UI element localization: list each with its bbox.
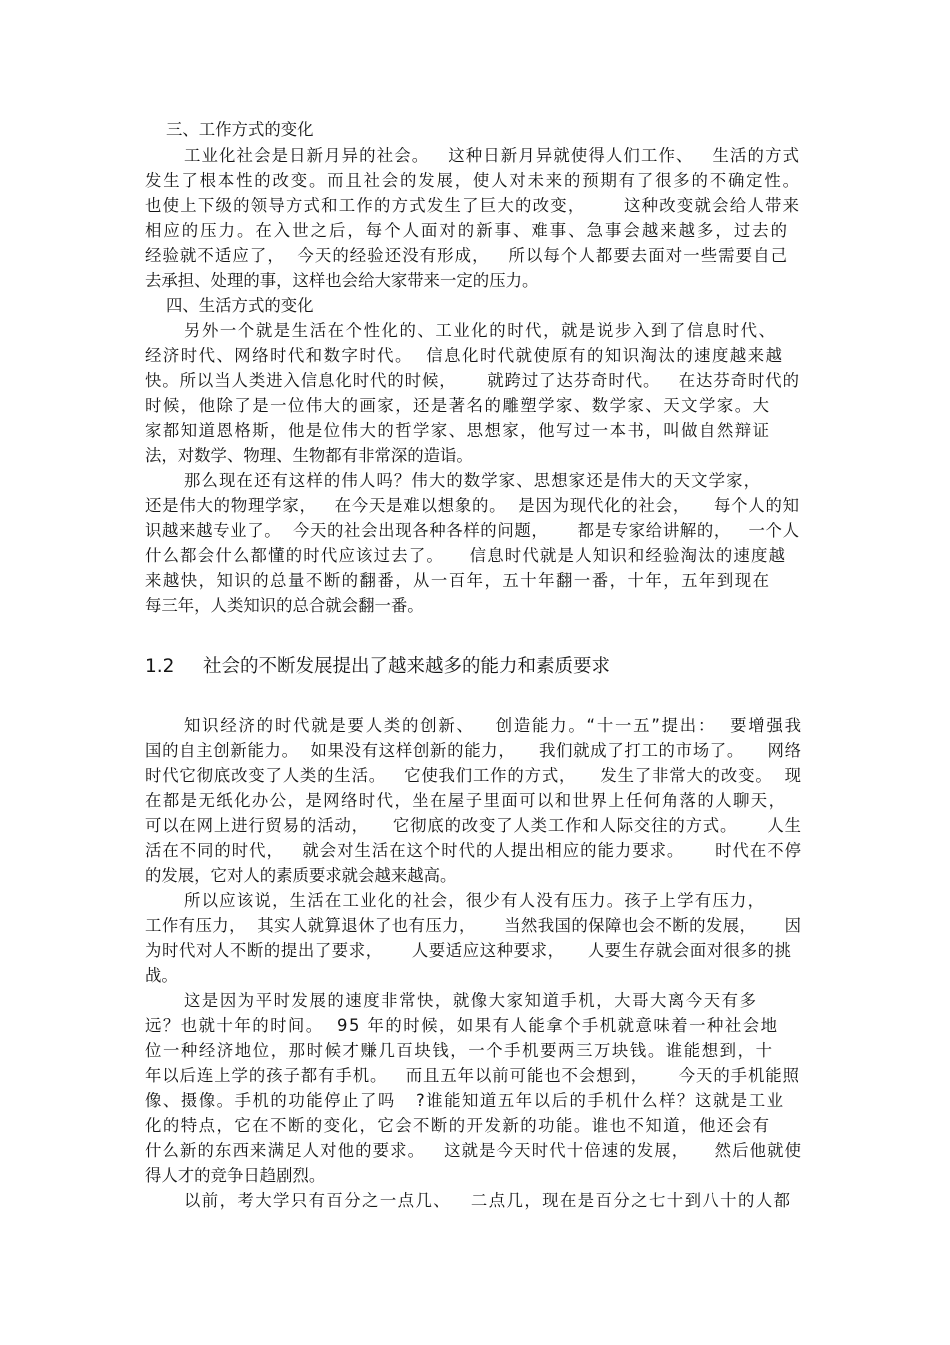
paragraph-line: 得人才的竞争日趋剧烈。: [145, 1166, 326, 1185]
paragraph-line: 什么新的东西来满足人对他的要求。 这就是今天时代十倍速的发展， 然后他就使: [145, 1141, 803, 1160]
paragraph-line: 那么现在还有这样的伟人吗？伟大的数学家、思想家还是伟大的天文学家，: [184, 471, 762, 490]
paragraph-line: 发生了根本性的改变。而且社会的发展，使人对未来的预期有了很多的不确定性。: [145, 171, 801, 190]
section-heading-work-style: 三、工作方式的变化: [166, 120, 314, 139]
paragraph-line: 可以在网上进行贸易的活动， 它彻底的改变了人类工作和人际交往的方式。 人生: [145, 816, 802, 835]
paragraph-line: 战。: [145, 966, 178, 985]
paragraph-line: 还是伟大的物理学家， 在今天是难以想象的。 是因为现代化的社会， 每个人的知: [145, 496, 800, 515]
section-heading-life-style: 四、生活方式的变化: [166, 296, 314, 315]
paragraph-line: 工业化社会是日新月异的社会。 这种日新月异就使得人们工作、 生活的方式: [184, 146, 801, 165]
paragraph-line: 另外一个就是生活在个性化的、工业化的时代，就是说步入到了信息时代、: [184, 321, 777, 340]
paragraph-line: 每三年，人类知识的总合就会翻一番。: [145, 596, 424, 615]
paragraph-line: 去承担、处理的事，这样也会给大家带来一定的压力。: [145, 271, 539, 290]
paragraph-line: 在都是无纸化办公，是网络时代，坐在屋子里面可以和世界上任何角落的人聊天，: [145, 791, 787, 810]
paragraph-line: 国的自主创新能力。 如果没有这样创新的能力， 我们就成了打工的市场了。 网络: [145, 741, 802, 760]
paragraph-line: 法，对数学、物理、生物都有非常深的造诣。: [145, 446, 473, 465]
paragraph-line: 像、摄像。手机的功能停止了吗 ?谁能知道五年以后的手机什么样？这就是工业: [145, 1091, 785, 1110]
paragraph-line: 快。所以当人类进入信息化时代的时候， 就跨过了达芬奇时代。 在达芬奇时代的: [145, 371, 800, 390]
paragraph-line: 活在不同的时代， 就会对生活在这个时代的人提出相应的能力要求。 时代在不停: [145, 841, 802, 860]
paragraph-line: 知识经济的时代就是要人类的创新、 创造能力。“十一五”提出： 要增强我: [184, 716, 803, 735]
paragraph-line: 时候，他除了是一位伟大的画家，还是著名的雕塑学家、数学家、天文学家。大: [145, 396, 771, 415]
paragraph-line: 经济时代、网络时代和数字时代。 信息化时代就使原有的知识淘汰的速度越来越: [145, 346, 784, 365]
paragraph-line: 识越来越专业了。 今天的社会出现各种各样的问题， 都是专家给讲解的， 一个人: [145, 521, 800, 540]
paragraph-line: 这是因为平时发展的速度非常快，就像大家知道手机，大哥大离今天有多: [184, 991, 758, 1010]
paragraph-line: 位一种经济地位，那时候才赚几百块钱，一个手机要两三万块钱。谁能想到，十: [145, 1041, 774, 1060]
paragraph-line: 年以后连上学的孩子都有手机。 而且五年以前可能也不会想到， 今天的手机能照: [145, 1066, 800, 1085]
paragraph-line: 家都知道恩格斯，他是位伟大的哲学家、思想家，他写过一本书，叫做自然辩证: [145, 421, 771, 440]
paragraph-line: 经验就不适应了， 今天的经验还没有形成， 所以每个人都要去面对一些需要自己: [145, 246, 789, 265]
paragraph-line: 远？也就十年的时间。 95 年的时候，如果有人能拿个手机就意味着一种社会地: [145, 1016, 779, 1035]
paragraph-line: 的发展，它对人的素质要求就会越来越高。: [145, 866, 457, 885]
paragraph-line: 相应的压力。在入世之后，每个人面对的新事、难事、急事会越来越多，过去的: [145, 221, 790, 240]
paragraph-line: 所以应该说，生活在工业化的社会，很少有人没有压力。孩子上学有压力，: [184, 891, 766, 910]
paragraph-line: 来越快，知识的总量不断的翻番，从一百年，五十年翻一番，十年，五年到现在: [145, 571, 771, 590]
paragraph-line: 也使上下级的领导方式和工作的方式发生了巨大的改变， 这种改变就会给人带来: [145, 196, 801, 215]
paragraph-line: 时代它彻底改变了人类的生活。 它使我们工作的方式， 发生了非常大的改变。 现: [145, 766, 802, 785]
paragraph-line: 化的特点，它在不断的变化，它会不断的开发新的功能。谁也不知道，他还会有: [145, 1116, 771, 1135]
section-heading-ability-quality: 社会的不断发展提出了越来越多的能力和素质要求: [203, 656, 611, 677]
paragraph-line: 以前，考大学只有百分之一点几、 二点几，现在是百分之七十到八十的人都: [184, 1191, 792, 1210]
paragraph-line: 为时代对人不断的提出了要求， 人要适应这种要求， 人要生存就会面对很多的挑: [145, 941, 792, 960]
section-number: 1.2: [145, 656, 175, 677]
paragraph-line: 什么都会什么都懂的时代应该过去了。 信息时代就是人知识和经验淘汰的速度越: [145, 546, 787, 565]
paragraph-line: 工作有压力， 其实人就算退休了也有压力， 当然我国的保障也会不断的发展， 因: [145, 916, 802, 935]
